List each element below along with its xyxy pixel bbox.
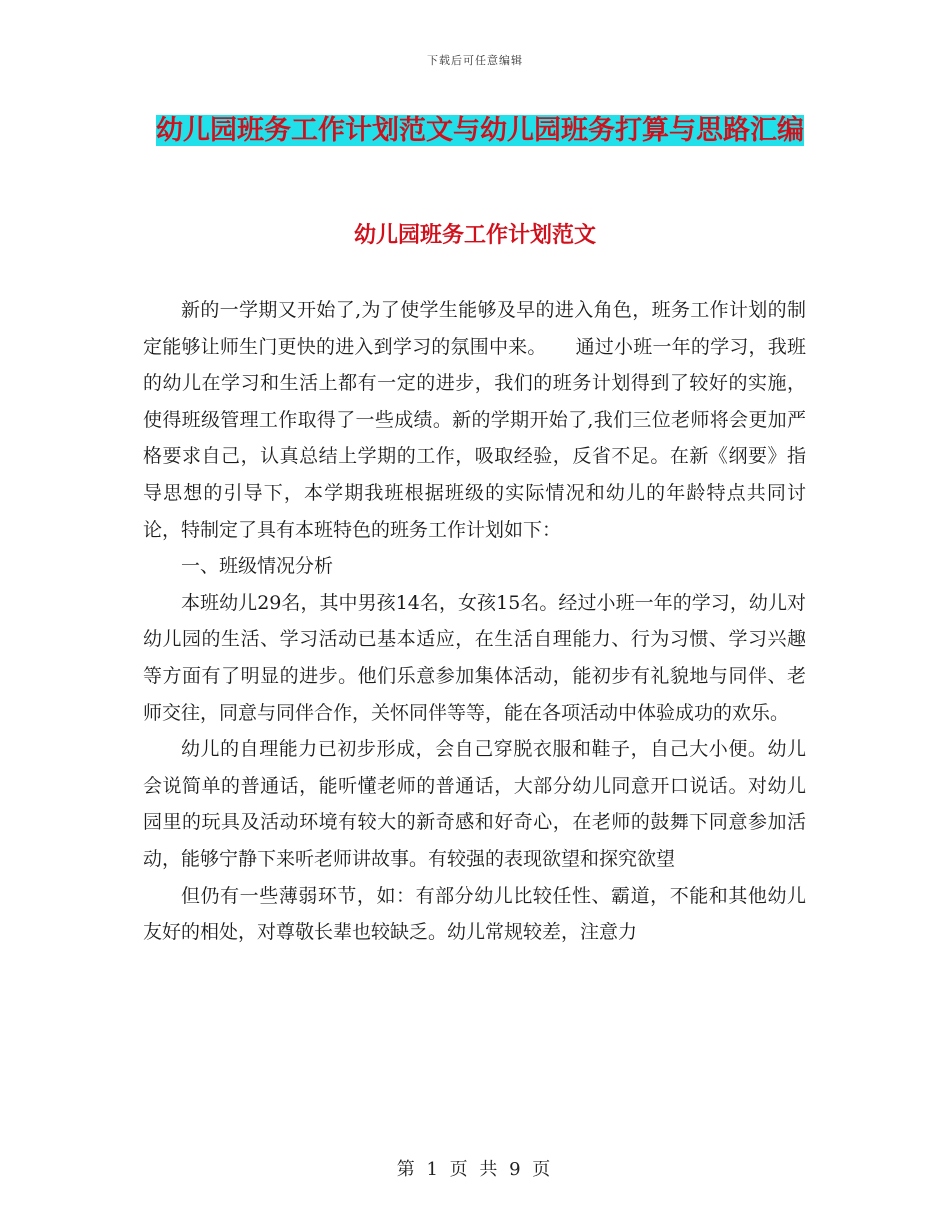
paragraph: 新的一学期又开始了,为了使学生能够及早的进入角色，班务工作计划的制定能够让师生门更快的进入到学习的氛围中来。 通过小班一年的学习，我班的幼儿在学习和生活上都有一定的进步，我们的班务计划得到了较好的实施，使得班级管理工作取得了一些成绩。新的学期开始了,我们三位老师将会更加严格要求自己，认真总结上学期的工作，吸取经验，反省不足。在新《纲要》指导思想的引导下，本学期我班根据班级的实际情况和幼儿的年龄特点共同讨论，特制定了具有本班特色的班务工作计划如下： [143, 299, 806, 541]
paragraph: 一、班级情况分析 [181, 555, 334, 578]
paragraph: 本班幼儿29名，其中男孩14名，女孩15名。经过小班一年的学习，幼儿对幼儿园的生活、学习活动已基本适应，在生活自理能力、行为习惯、学习兴趣等方面有了明显的进步。他们乐意参加集体活动，能初步有礼貌地与同伴、老师交往，同意与同伴合作，关怀同伴等等，能在各项活动中体验成功的欢乐。 [143, 591, 806, 724]
page-footer: 第 1 页 共 9 页 [396, 1159, 554, 1180]
document-title-text: 幼儿园班务工作计划范文与幼儿园班务打算与思路汇编 [156, 115, 804, 146]
body-text [143, 292, 806, 951]
paragraph: 幼儿的自理能力已初步形成，会自己穿脱衣服和鞋子，自己大小便。幼儿会说简单的普通话，能听懂老师的普通话，大部分幼儿同意开口说话。对幼儿园里的玩具及活动环境有较大的新奇感和好奇心，在老师的鼓舞下同意参加活动，能够宁静下来听老师讲故事。有较强的表现欲望和探究欲望 [143, 738, 806, 870]
document-title [150, 108, 810, 154]
header-note: 下载后可任意编辑 [427, 54, 523, 67]
paragraph: 但仍有一些薄弱环节，如：有部分幼儿比较任性、霸道，不能和其他幼儿友好的相处，对尊敬长辈也较缺乏。幼儿常规较差，注意力 [143, 884, 806, 944]
section-title: 幼儿园班务工作计划范文 [353, 222, 596, 248]
